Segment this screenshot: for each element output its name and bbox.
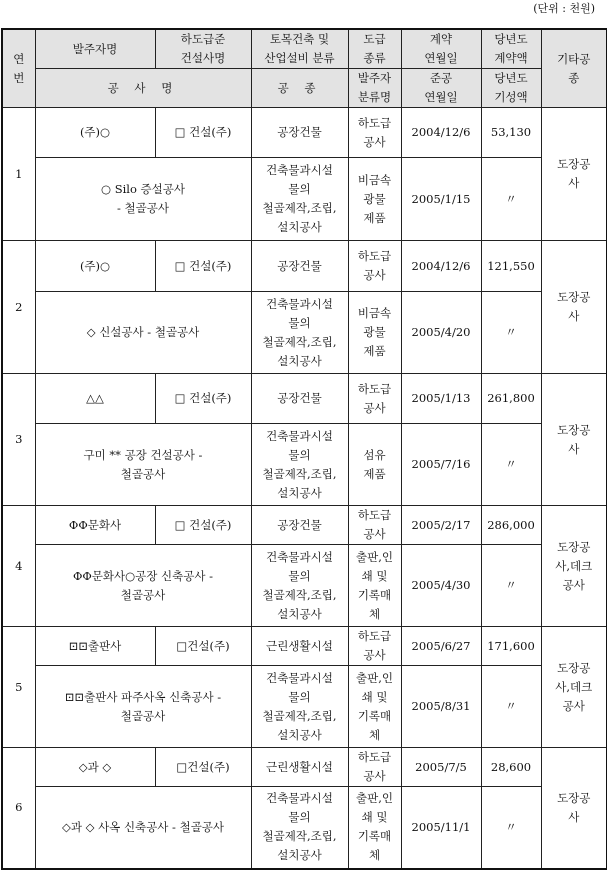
record-client-class: 출판,인 쇄 및 기록매 체 <box>348 787 401 869</box>
record-row-bottom <box>2 787 607 869</box>
record-row-bottom <box>2 158 607 241</box>
record-contract-amount: 121,550 <box>481 241 541 292</box>
record-project-name: ΦΦ문화사○공장 신축공사 - 철골공사 <box>35 545 251 627</box>
record-seq: 3 <box>2 374 35 506</box>
record-row-top <box>2 374 607 424</box>
record-client: ◇과 ◇ <box>35 748 155 787</box>
record-contract-amount: 28,600 <box>481 748 541 787</box>
record-completion-date: 2005/4/20 <box>401 292 481 374</box>
header-contract-amount: 당년도 계약액 <box>481 29 541 69</box>
record-category: 공장건물 <box>251 108 348 158</box>
record-client: ΦΦ문화사 <box>35 506 155 545</box>
table-body <box>2 29 607 869</box>
record-prime-contractor: □ 건설(주) <box>155 506 251 545</box>
record-row-top <box>2 748 607 787</box>
record-project-name: ◇과 ◇ 사옥 신축공사 - 철골공사 <box>35 787 251 869</box>
record-prime-contractor: □ 건설(주) <box>155 108 251 158</box>
record-contract-amount: 53,130 <box>481 108 541 158</box>
record-contract-date: 2005/1/13 <box>401 374 481 424</box>
record-contract-amount: 261,800 <box>481 374 541 424</box>
header-prime-contractor: 하도급준 건설사명 <box>155 29 251 69</box>
record-work-type: 건축물과시설 물의 철골제작,조립, 설치공사 <box>251 424 348 506</box>
header-progress-amount: 당년도 기성액 <box>481 69 541 108</box>
record-contract-date: 2005/6/27 <box>401 627 481 666</box>
record-contract-type: 하도급 공사 <box>348 108 401 158</box>
record-category: 근린생활시설 <box>251 627 348 666</box>
record-other-work: 도장공 사 <box>541 108 607 241</box>
record-project-name: 구미 ** 공장 건설공사 - 철골공사 <box>35 424 251 506</box>
record-work-type: 건축물과시설 물의 철골제작,조립, 설치공사 <box>251 158 348 241</box>
record-contract-date: 2005/7/5 <box>401 748 481 787</box>
record-other-work: 도장공 사 <box>541 748 607 869</box>
record-client: ⊡⊡출판사 <box>35 627 155 666</box>
record-row-bottom <box>2 292 607 374</box>
record-contract-date: 2004/12/6 <box>401 241 481 292</box>
record-row-top <box>2 627 607 666</box>
record-other-work: 도장공 사,데크 공사 <box>541 627 607 748</box>
record-contract-type: 하도급 공사 <box>348 241 401 292</box>
record-prime-contractor: □ 건설(주) <box>155 374 251 424</box>
record-row-top <box>2 241 607 292</box>
record-seq: 5 <box>2 627 35 748</box>
record-contract-type: 하도급 공사 <box>348 506 401 545</box>
construction-record-table <box>1 28 607 870</box>
record-client-class: 출판,인 쇄 및 기록매 체 <box>348 545 401 627</box>
record-prime-contractor: □ 건설(주) <box>155 241 251 292</box>
record-other-work: 도장공 사 <box>541 241 607 374</box>
record-row-top <box>2 108 607 158</box>
header-work-type: 공 종 <box>251 69 348 108</box>
header-completion-date: 준공 연월일 <box>401 69 481 108</box>
record-contract-date: 2004/12/6 <box>401 108 481 158</box>
record-category: 근린생활시설 <box>251 748 348 787</box>
record-completion-date: 2005/7/16 <box>401 424 481 506</box>
record-progress-amount: 〃 <box>481 666 541 748</box>
header-row-top <box>2 29 607 69</box>
unit-label: (단위 : 천원) <box>533 2 595 15</box>
record-prime-contractor: □건설(주) <box>155 748 251 787</box>
header-category: 토목건축 및 산업설비 분류 <box>251 29 348 69</box>
header-row-bottom <box>2 69 607 108</box>
record-completion-date: 2005/4/30 <box>401 545 481 627</box>
record-progress-amount: 〃 <box>481 424 541 506</box>
header-seq: 연 번 <box>2 29 35 108</box>
record-progress-amount: 〃 <box>481 158 541 241</box>
record-project-name: ○ Silo 증설공사 - 철골공사 <box>35 158 251 241</box>
record-work-type: 건축물과시설 물의 철골제작,조립, 설치공사 <box>251 292 348 374</box>
record-completion-date: 2005/8/31 <box>401 666 481 748</box>
record-project-name: ⊡⊡출판사 파주사옥 신축공사 - 철골공사 <box>35 666 251 748</box>
record-client-class: 비금속 광물 제품 <box>348 158 401 241</box>
header-contract-date: 계약 연월일 <box>401 29 481 69</box>
record-client: (주)○ <box>35 241 155 292</box>
record-progress-amount: 〃 <box>481 292 541 374</box>
record-client-class: 출판,인 쇄 및 기록매 체 <box>348 666 401 748</box>
record-seq: 2 <box>2 241 35 374</box>
record-seq: 1 <box>2 108 35 241</box>
record-other-work: 도장공 사,데크 공사 <box>541 506 607 627</box>
header-other-work: 기타공 종 <box>541 29 607 108</box>
record-client: (주)○ <box>35 108 155 158</box>
record-completion-date: 2005/11/1 <box>401 787 481 869</box>
record-seq: 4 <box>2 506 35 627</box>
record-category: 공장건물 <box>251 374 348 424</box>
record-seq: 6 <box>2 748 35 869</box>
record-work-type: 건축물과시설 물의 철골제작,조립, 설치공사 <box>251 545 348 627</box>
record-work-type: 건축물과시설 물의 철골제작,조립, 설치공사 <box>251 666 348 748</box>
record-progress-amount: 〃 <box>481 545 541 627</box>
record-completion-date: 2005/1/15 <box>401 158 481 241</box>
header-client-name: 발주자명 <box>35 29 155 69</box>
record-work-type: 건축물과시설 물의 철골제작,조립, 설치공사 <box>251 787 348 869</box>
record-contract-type: 하도급 공사 <box>348 374 401 424</box>
record-other-work: 도장공 사 <box>541 374 607 506</box>
record-row-bottom <box>2 424 607 506</box>
record-category: 공장건물 <box>251 241 348 292</box>
record-contract-date: 2005/2/17 <box>401 506 481 545</box>
record-contract-amount: 171,600 <box>481 627 541 666</box>
record-client-class: 비금속 광물 제품 <box>348 292 401 374</box>
record-contract-type: 하도급 공사 <box>348 748 401 787</box>
header-project-name: 공 사 명 <box>35 69 251 108</box>
record-contract-amount: 286,000 <box>481 506 541 545</box>
record-client-class: 섬유 제품 <box>348 424 401 506</box>
record-row-bottom <box>2 545 607 627</box>
header-contract-type: 도급 종류 <box>348 29 401 69</box>
record-project-name: ◇ 신설공사 - 철골공사 <box>35 292 251 374</box>
record-row-bottom <box>2 666 607 748</box>
record-progress-amount: 〃 <box>481 787 541 869</box>
record-client: △△ <box>35 374 155 424</box>
header-client-class: 발주자 분류명 <box>348 69 401 108</box>
record-contract-type: 하도급 공사 <box>348 627 401 666</box>
record-row-top <box>2 506 607 545</box>
record-category: 공장건물 <box>251 506 348 545</box>
record-prime-contractor: □건설(주) <box>155 627 251 666</box>
